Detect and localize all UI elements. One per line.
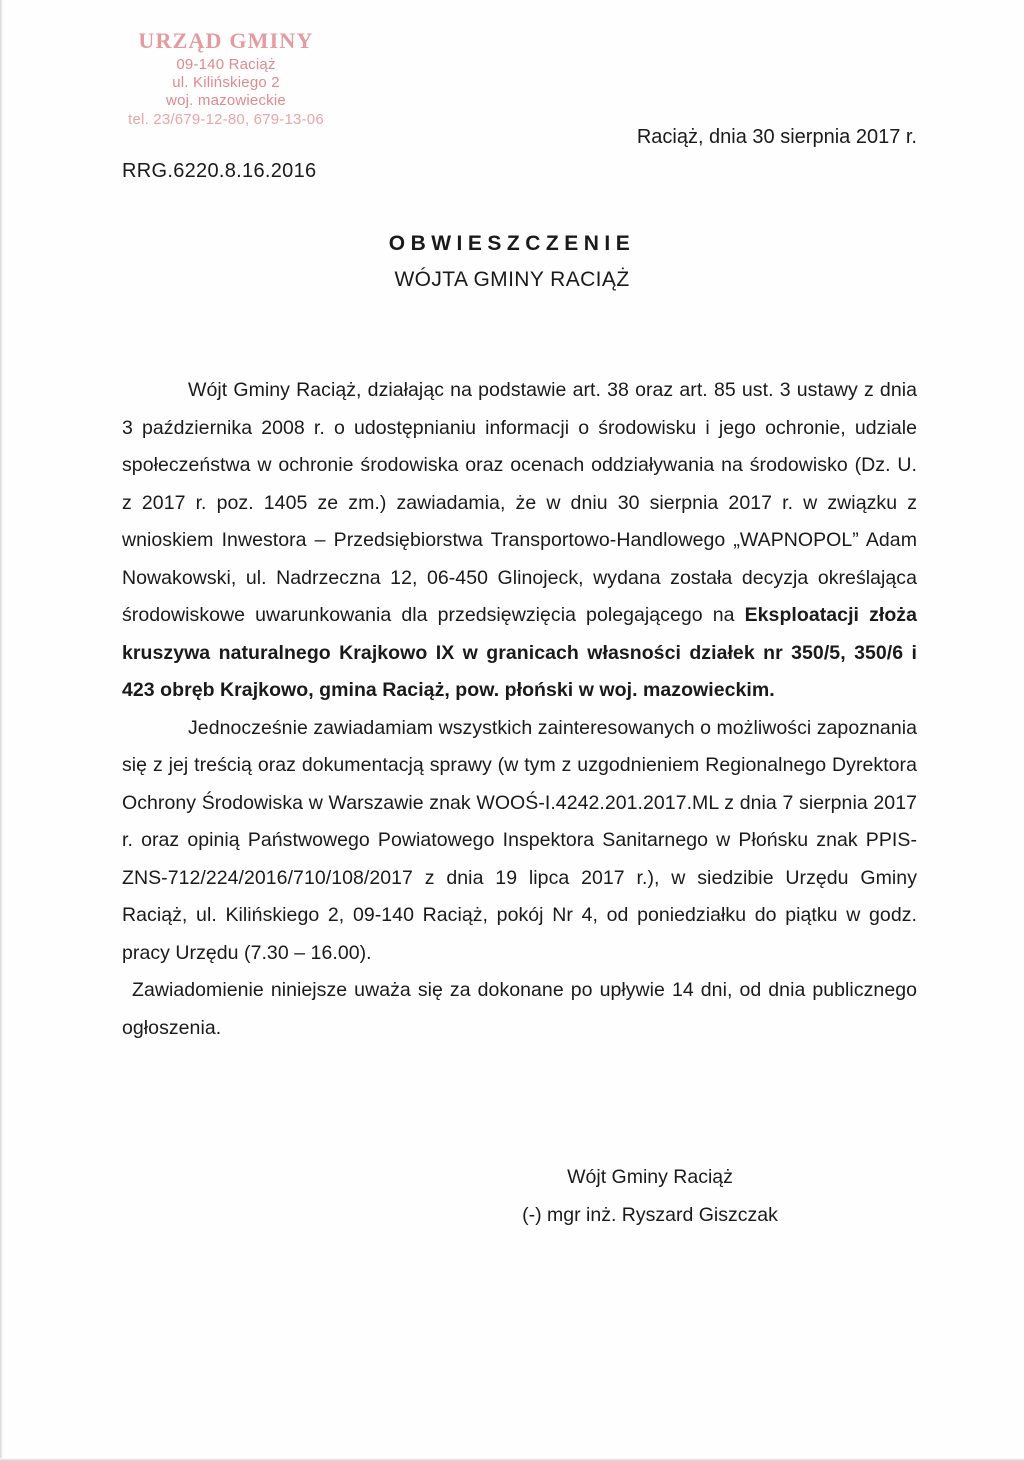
stamp-phone: tel. 23/679-12-80, 679-13-06 [128,110,324,128]
page-subtitle: WÓJTA GMINY RACIĄŻ [394,268,630,291]
stamp-postal-city: 09-140 Raciąż [176,55,276,73]
paragraph-decision-emphasis: Eksploatacji złoża kruszywa naturalnego Krajkowo IX w granicach własności działek nr 350/5, 350/6 i 423 obręb Krajkowo, gmina Raciąż, pow. płoński w woj. mazowieckim. [122,604,918,701]
page-title: OBWIESZCZENIE [388,232,636,255]
signature-name: (-) mgr inż. Ryszard Giszczak [522,1204,778,1226]
reference-number: RRG.6220.8.16.2016 [122,160,317,182]
paragraph-inspection: Jednocześnie zawiadamiam wszystkich zainteresowanych o możliwości zapoznania się z jej treścią oraz dokumentacją sprawy (w tym z uzgodnieniem Regionalnego Dyrektora Ochrony Środowiska w Warszawie znak WOOŚ-I.4242.201.2017.ML z dnia 7 sierpnia 2017 r. oraz opinią Państwowego Powiatowego Inspektora Sanitarnego w Płońsku znak PPIS-ZNS-712/224/2016/710/108/2017 z dnia 19 lipca 2017 r.), w siedzibie Urzędu Gminy Raciąż, ul. Kilińskiego 2, 09-140 Raciąż, pokój Nr 4, od poniedziałku do piątku w godz. pracy Urzędu (7.30 – 16.00). [122,716,917,964]
office-stamp [76,28,376,129]
stamp-street: ul. Kilińskiego 2 [172,74,280,92]
place-and-date: Raciąż, dnia 30 sierpnia 2017 r. [636,126,917,148]
paragraph-notice-effective: Zawiadomienie niniejsze uważa się za dokonane po upływie 14 dni, od dnia publicznego ogłoszenia. [122,979,917,1039]
document-body [122,372,917,1047]
signature-block [430,1158,870,1234]
signature-position: Wójt Gminy Raciąż [567,1166,733,1188]
stamp-office-name: URZĄD GMINY [138,28,314,53]
paragraph-decision [122,372,917,710]
stamp-voivodeship: woj. mazowieckie [166,92,286,110]
paragraph-decision-text: Wójt Gminy Raciąż, działając na podstawie art. 38 oraz art. 85 ust. 3 ustawy z dnia 3 października 2008 r. o udostępnianiu informacji o środowisku i jego ochronie, udziale społeczeństwa w ochronie środowiska oraz ocenach oddziaływania na środowisko (Dz. U. z 2017 r. poz. 1405 ze zm.) zawiadamia, że w dniu 30 sierpnia 2017 r. w związku z wnioskiem Inwestora – Przedsiębiorstwa Transportowo-Handlowego „WAPNOPOL” Adam Nowakowski, ul. Nadrzeczna 12, 06-450 Glinojeck, wydana została decyzja określająca środowiskowe uwarunkowania dla przedsięwzięcia polegającego na [122,379,917,626]
scan-edge-left [0,0,3,1461]
